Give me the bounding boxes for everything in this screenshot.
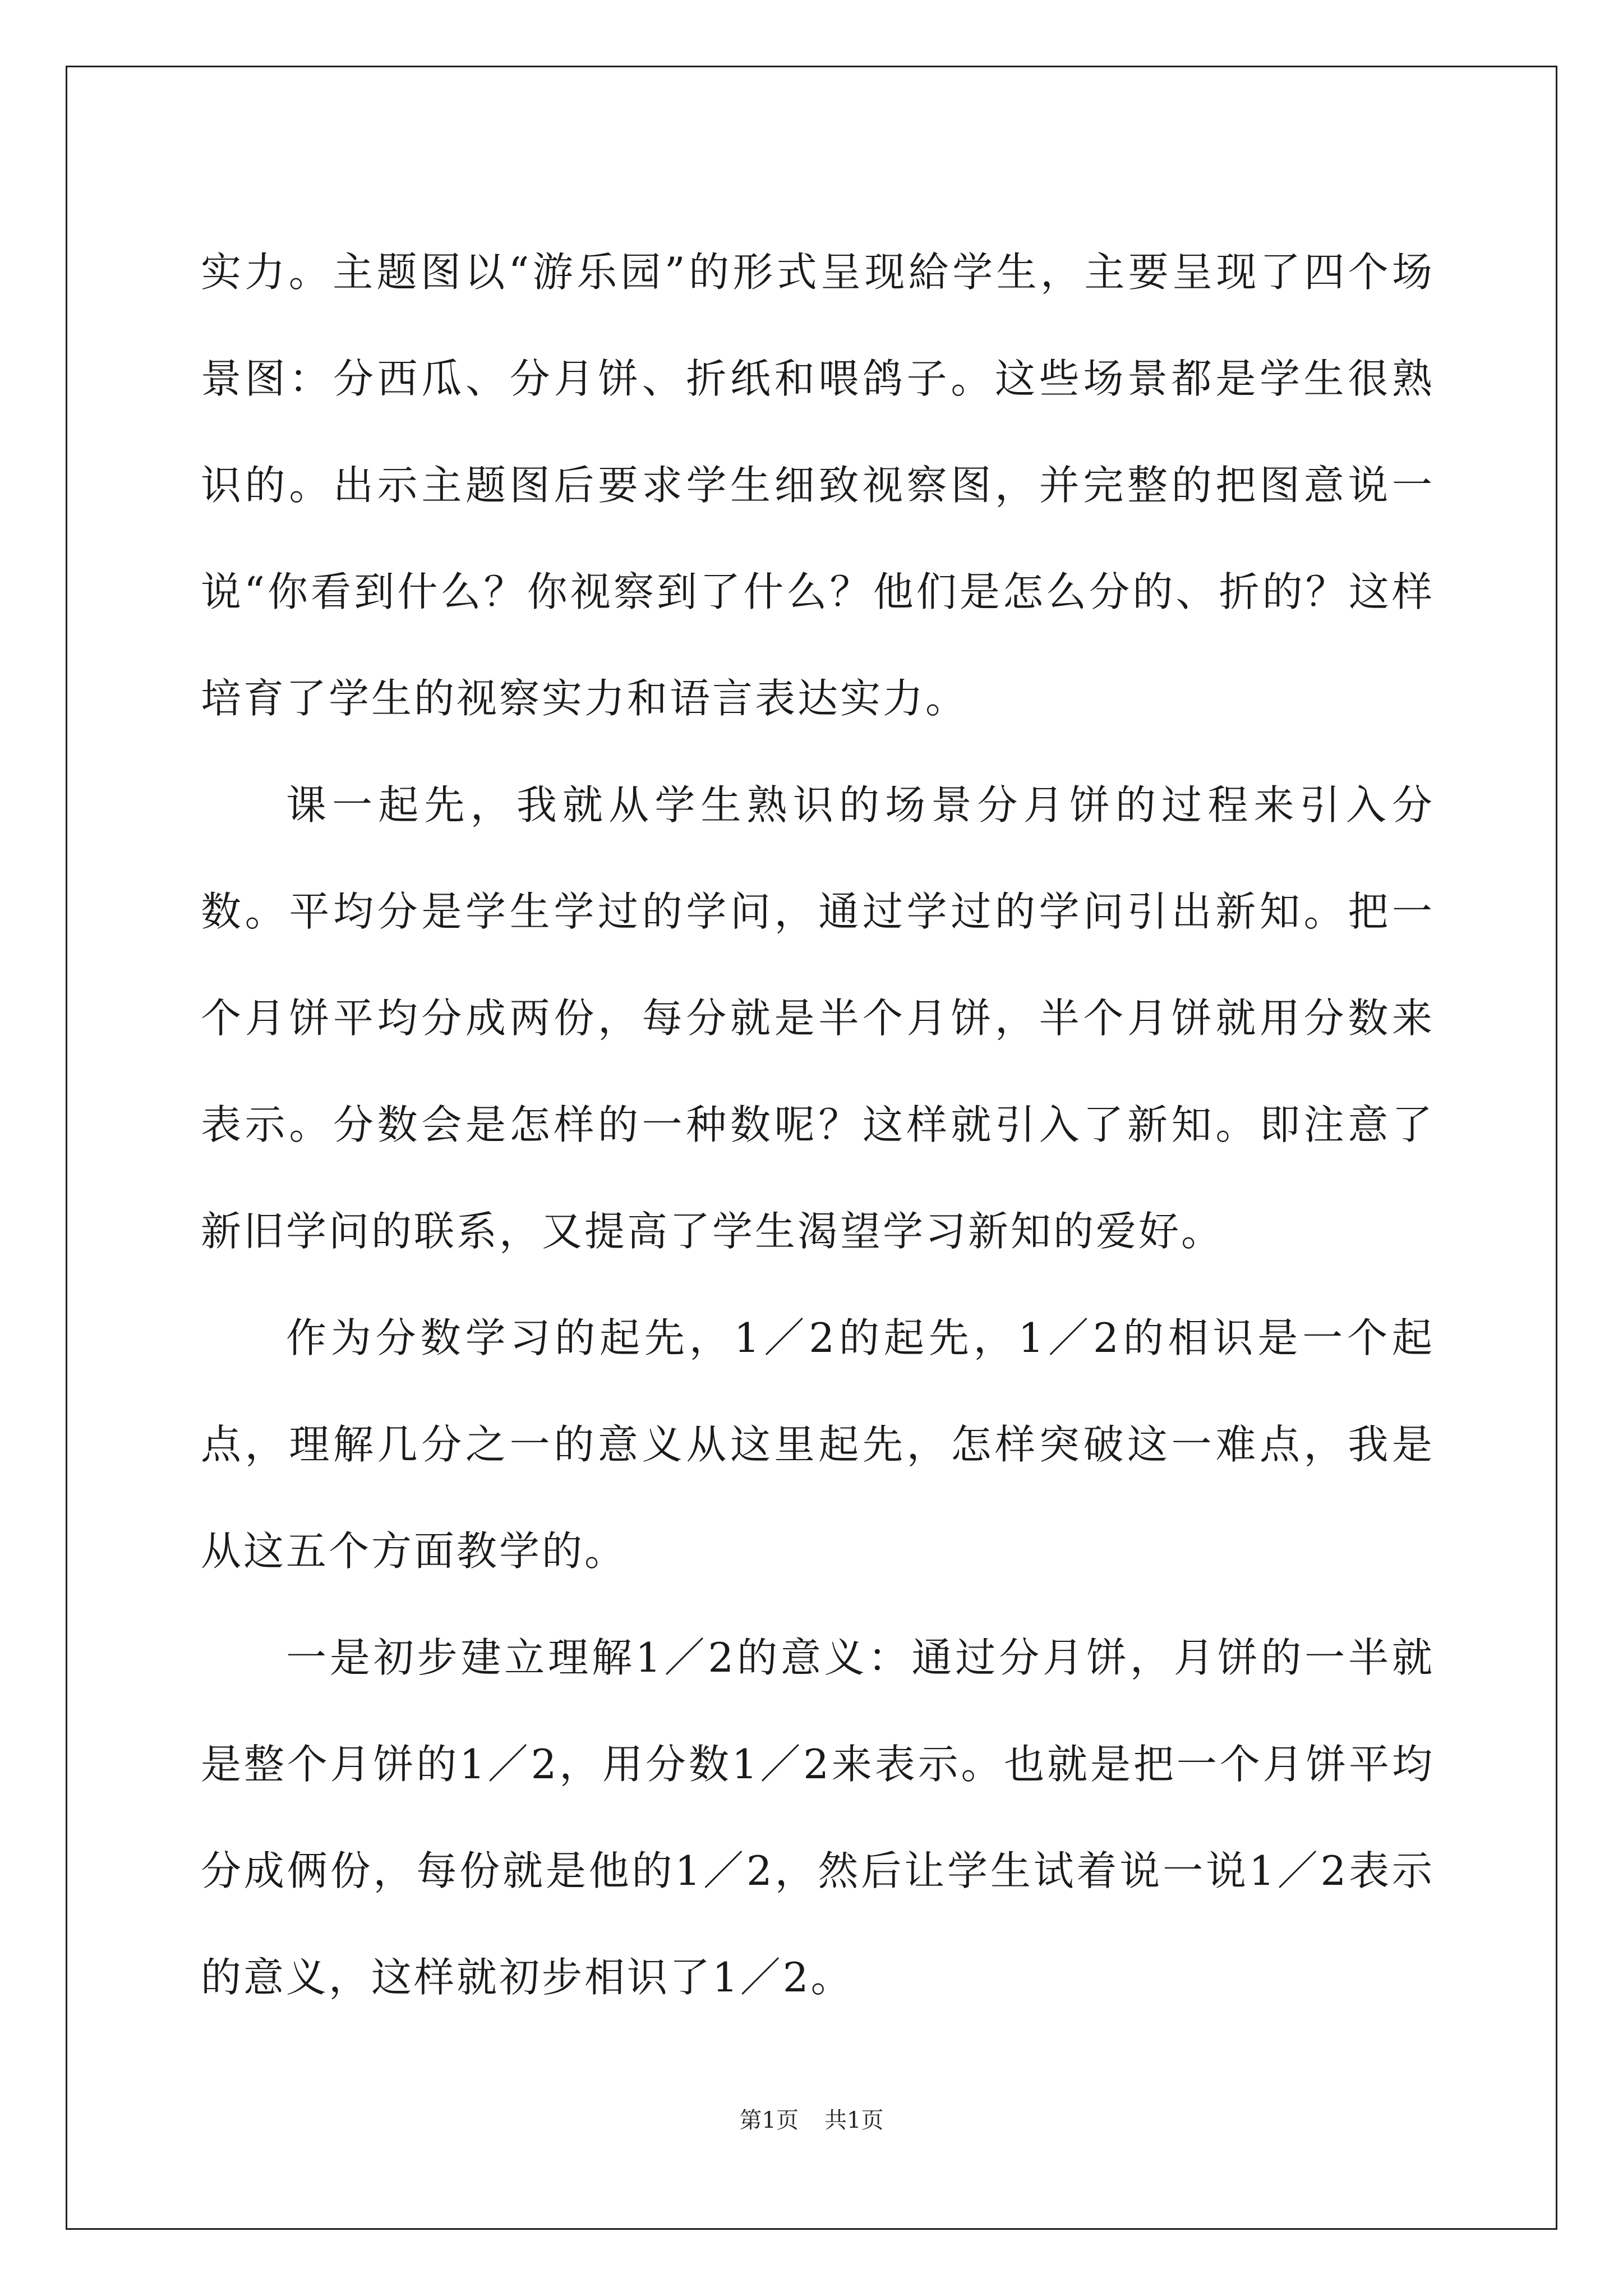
paragraph-2: 课一起先，我就从学生熟识的场景分月饼的过程来引入分数。平均分是学生学过的学问，通过学过的学问引出新知。把一个月饼平均分成两份，每分就是半个月饼，半个月饼就用分数来表示。分数会是怎样的一种数呢？这样就引入了新知。即注意了新旧学问的联系，又提高了学生渴望学习新知的爱好。 [201, 781, 1435, 1255]
page-total: 共1页 [824, 2108, 884, 2133]
page-footer [0, 2106, 1623, 2134]
page-number: 第1页 [739, 2108, 799, 2133]
document-body [201, 219, 1435, 2031]
paragraph-4: 一是初步建立理解1／2的意义：通过分月饼，月饼的一半就是整个月饼的1／2，用分数1／2来表示。也就是把一个月饼平均分成俩份，每份就是他的1／2，然后让学生试着说一说1／2表示的意义，这样就初步相识了1／2。 [201, 1634, 1435, 2001]
paragraph-1: 实力。主题图以“游乐园”的形式呈现給学生，主要呈现了四个场景图：分西瓜、分月饼、折纸和喂鸽子。这些场景都是学生很熟识的。出示主题图后要求学生细致视察图，并完整的把图意说一说“你看到什么？你视察到了什么？他们是怎么分的、折的？这样培育了学生的视察实力和语言表达实力。 [201, 249, 1435, 722]
paragraph-3: 作为分数学习的起先，1／2的起先，1／2的相识是一个起点，理解几分之一的意义从这里起先，怎样突破这一难点，我是从这五个方面教学的。 [201, 1314, 1435, 1575]
